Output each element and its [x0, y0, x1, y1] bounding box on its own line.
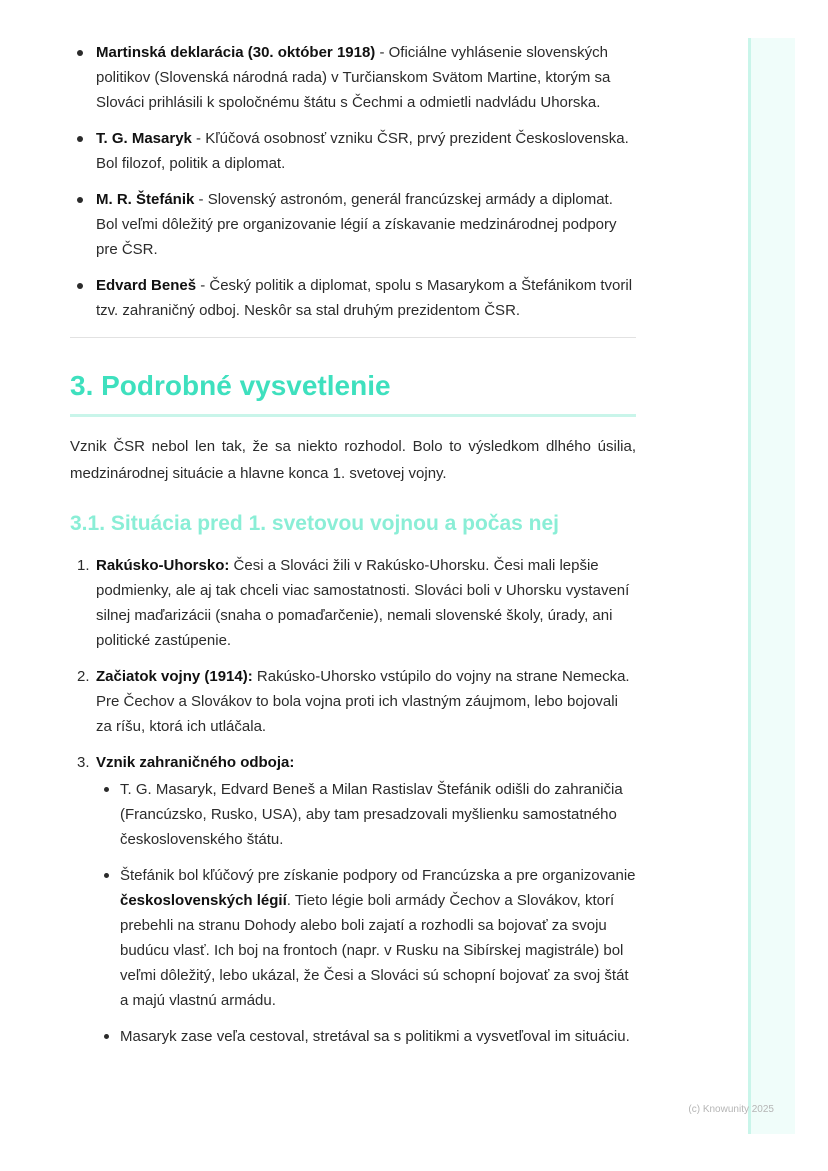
list-item [70, 750, 636, 1049]
list-item [70, 553, 636, 653]
item-text: Rakúsko-Uhorsko vstúpilo do vojny na strane Nemecka. Pre Čechov a Slovákov to bola vojna proti ich vlastným záujmom, lebo bojovali za ríšu, ktorá ich utláčala. [96, 668, 630, 735]
item-text: - Oficiálne vyhlásenie slovenských politikov (Slovenská národná rada) v Turčianskom Svätom Martine, ktorým sa Slováci prihlásili k spoločnému štátu s Čechmi a odmietli nadvládu Uhorska. [96, 44, 611, 111]
list-item [70, 187, 636, 262]
list-item [70, 126, 636, 176]
item-text: - Kľúčová osobnosť vzniku ČSR, prvý prezident Československa. Bol filozof, politik a diplomat. [96, 130, 629, 172]
key-figures-list [70, 40, 636, 323]
item-term: M. R. Štefánik [96, 191, 195, 208]
numbered-list [70, 553, 636, 1049]
item-term: Rakúsko-Uhorsko: [96, 557, 230, 574]
list-item [70, 273, 636, 323]
intro-paragraph: Vznik ČSR nebol len tak, že sa niekto rozhodol. Bolo to výsledkom dlhého úsilia, medzinárodnej situácie a hlavne konca 1. svetovej vojny. [70, 438, 636, 482]
section-divider [70, 337, 636, 338]
section-heading: 3. Podrobné vysvetlenie [70, 366, 636, 417]
item-text: - Český politik a diplomat, spolu s Masarykom a Štefánikom tvoril tzv. zahraničný odboj. Neskôr sa stal druhým prezidentom ČSR. [96, 277, 633, 319]
document-content [70, 40, 636, 1060]
item-number: 2. [77, 668, 90, 685]
item-text: Štefánik bol kľúčový pre získanie podpory od Francúzska a pre organizovanie [120, 867, 636, 884]
item-term: Martinská deklarácia (30. október 1918) [96, 44, 376, 61]
subsection-heading: 3.1. Situácia pred 1. svetovou vojnou a počas nej [70, 512, 559, 535]
sub-list [96, 777, 636, 1049]
item-term: Začiatok vojny (1914): [96, 668, 253, 685]
copyright-footer: (c) Knowunity 2025 [688, 1104, 774, 1115]
item-emphasis: československých légií [120, 892, 287, 909]
sub-list-item: Masaryk zase veľa cestoval, stretával sa s politikmi a vysvetľoval im situáciu. [96, 1024, 636, 1049]
item-term: T. G. Masaryk [96, 130, 192, 147]
item-number: 3. [77, 754, 90, 771]
list-item [70, 40, 636, 115]
item-term: Edvard Beneš [96, 277, 197, 294]
item-term: Vznik zahraničného odboja: [96, 754, 295, 771]
list-item [70, 664, 636, 739]
item-text: . Tieto légie boli armády Čechov a Slovákov, ktorí prebehli na stranu Dohody alebo boli zajatí a rozhodli sa bojovať za svoju budúcu vlasť. Ich boj na frontoch (napr. v Rusku na Sibírskej magistrále) bol veľmi dôležitý, lebo ukázal, že Česi a Slováci sú schopní bojovať za svoj štát a majú vlastnú armádu. [120, 892, 629, 1009]
item-text: Česi a Slováci žili v Rakúsko-Uhorsku. Česi mali lepšie podmienky, ale aj tak chceli viac samostatnosti. Slováci boli v Uhorsku vystavení silnej maďarizácii (snaha o pomaďarčenie), nemali slovenské školy, úrady, ani politické zastúpenie. [96, 557, 630, 649]
item-number: 1. [77, 557, 90, 574]
sub-list-item [96, 863, 636, 1013]
sub-list-item: T. G. Masaryk, Edvard Beneš a Milan Rastislav Štefánik odišli do zahraničia (Francúzsko, Rusko, USA), aby tam presadzovali myšlienku samostatného československého štátu. [96, 777, 636, 852]
side-accent-bar [748, 38, 795, 1134]
item-text: - Slovenský astronóm, generál francúzskej armády a diplomat. Bol veľmi dôležitý pre organizovanie légií a získavanie medzinárodnej podpory pre ČSR. [96, 191, 617, 258]
